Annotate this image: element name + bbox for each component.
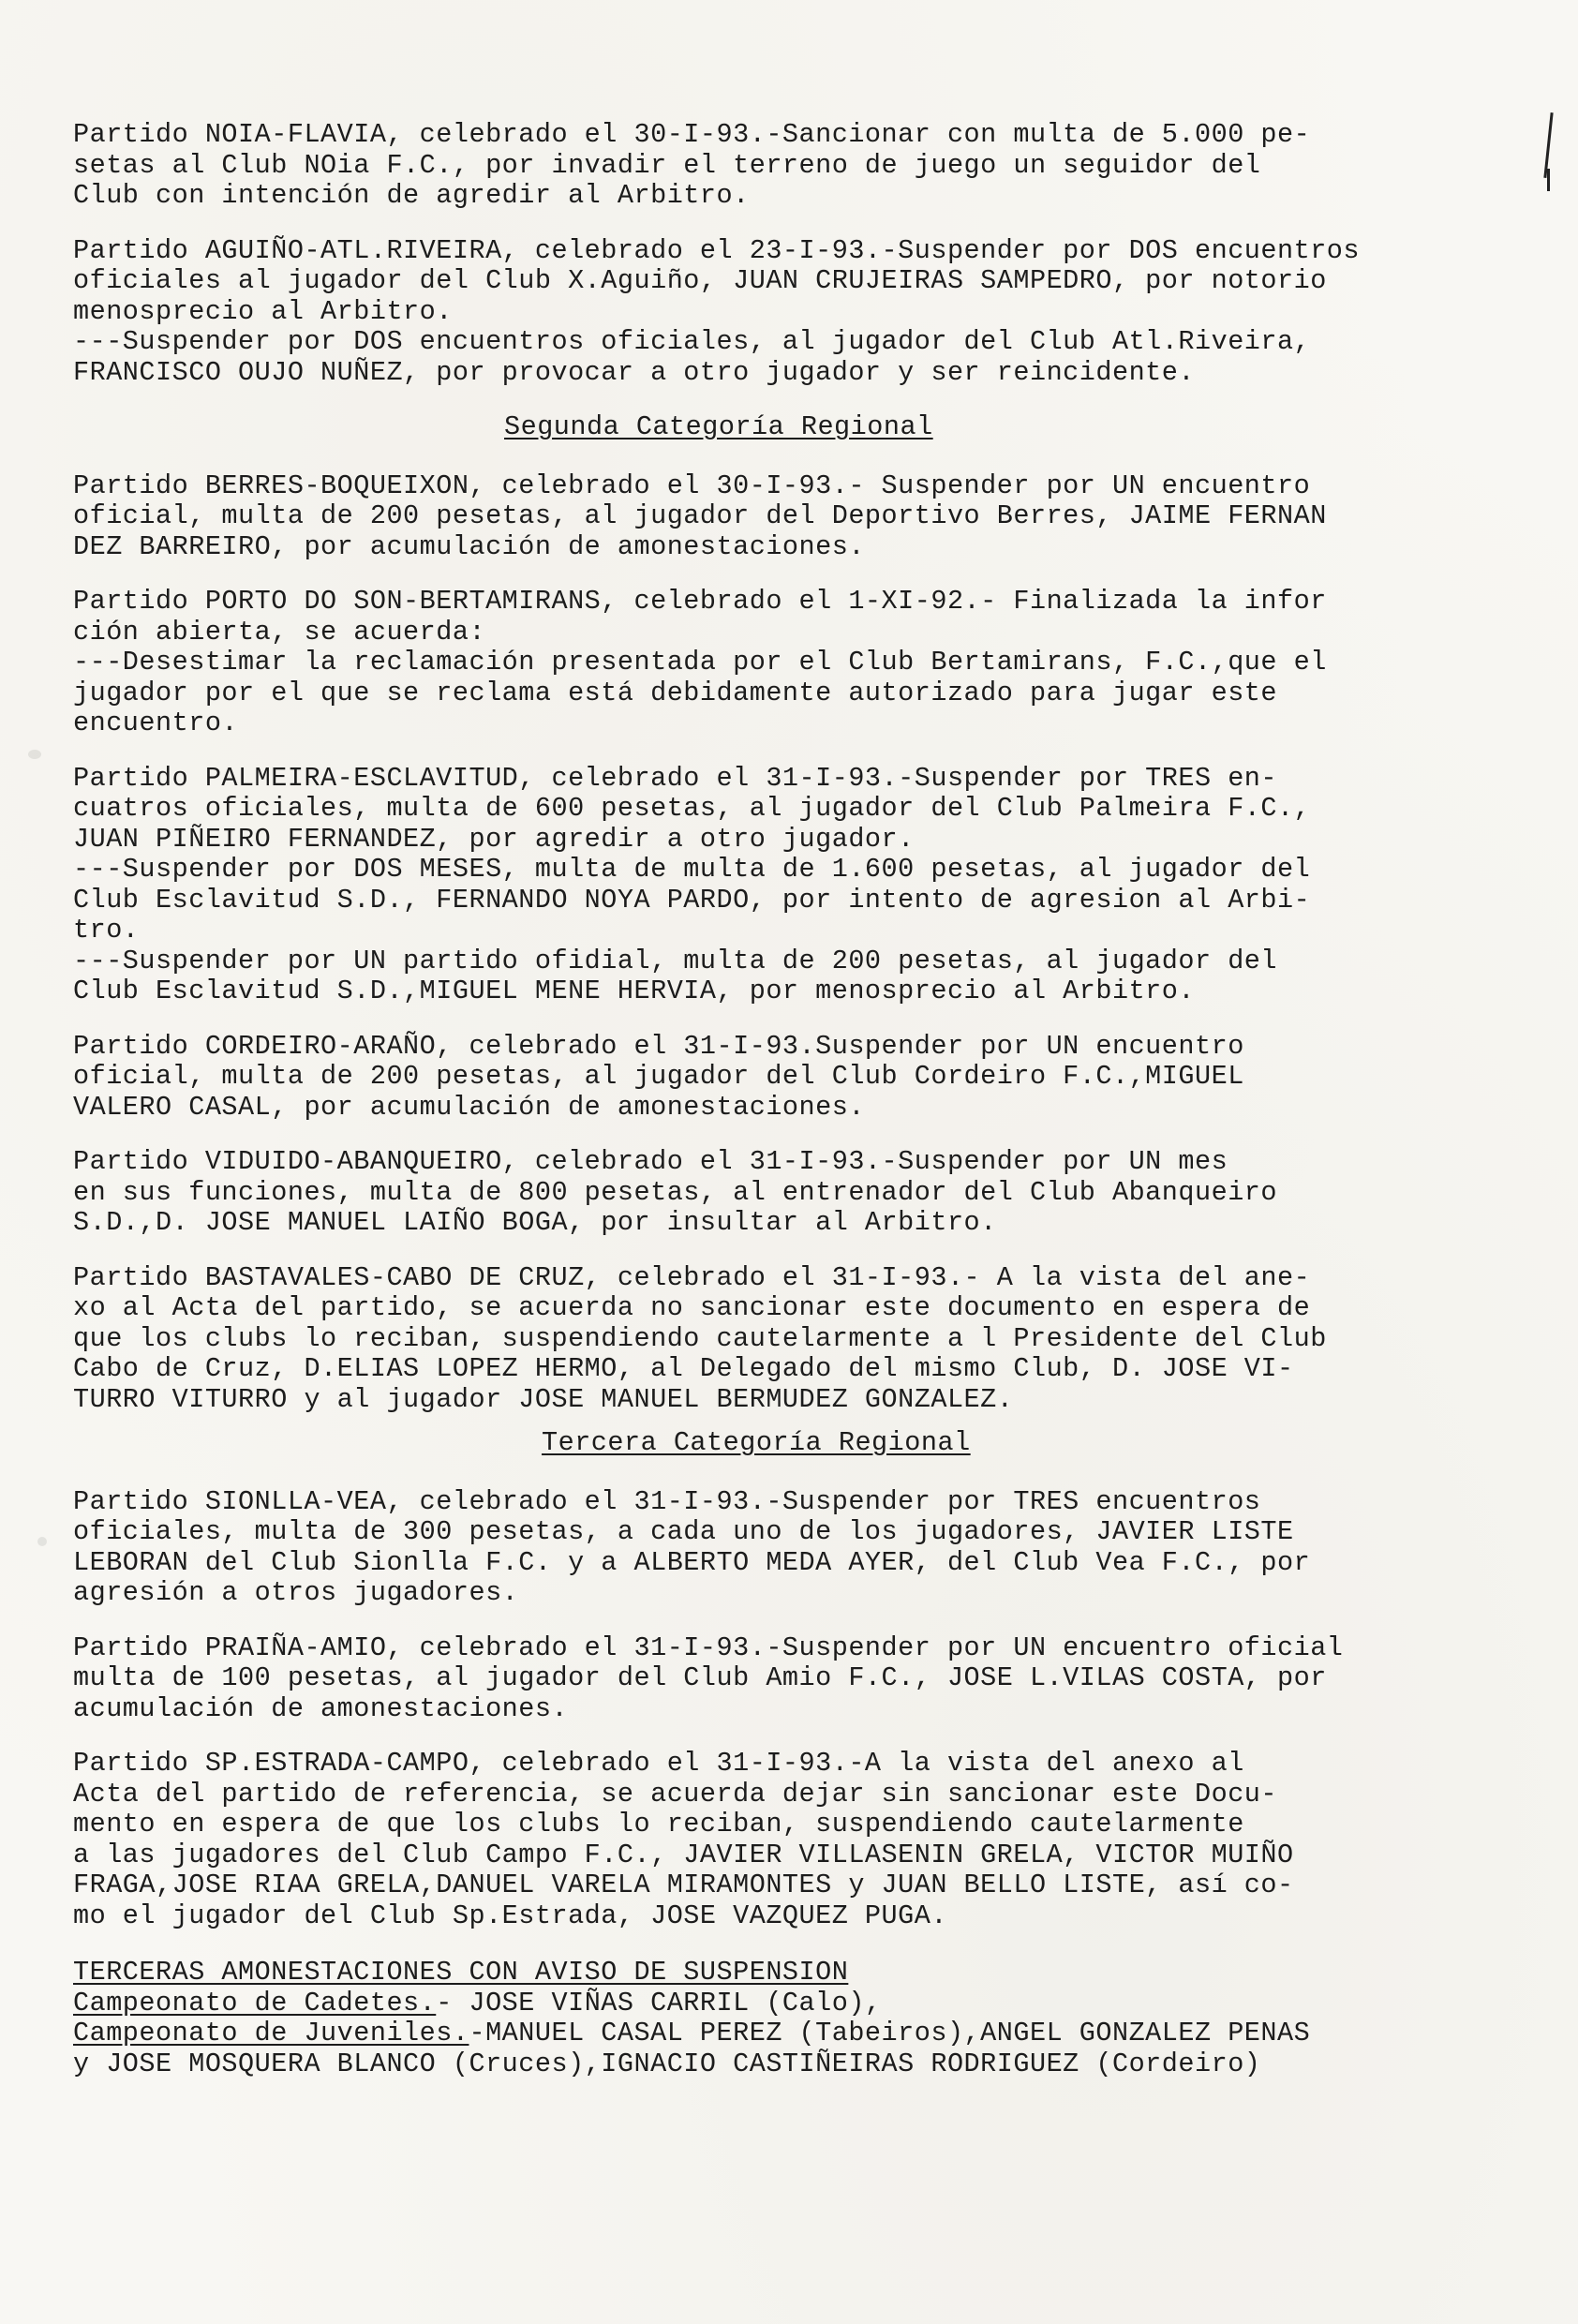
text-line: Partido PRAIÑA-AMIO, celebrado el 31-I-93.-Suspender por UN encuentro oficial: [73, 1631, 1344, 1663]
text-line: multa de 100 pesetas, al jugador del Club Amio F.C., JOSE L.VILAS COSTA, por: [73, 1662, 1327, 1693]
text-line: Partido CORDEIRO-ARAÑO, celebrado el 31-I-93.Suspender por UN encuentro: [73, 1030, 1244, 1062]
paragraph-palmeira-esclavitud: [73, 764, 1526, 1007]
paragraph-noia-flavia: [73, 120, 1526, 212]
text-line: xo al Acta del partido, se acuerda no sancionar este documento en espera de: [73, 1292, 1311, 1323]
text-line: oficiales, multa de 300 pesetas, a cada uno de los jugadores, JAVIER LISTE: [73, 1516, 1294, 1547]
text-line: LEBORAN del Club Sionlla F.C. y a ALBERTO MEDA AYER, del Club Vea F.C., por: [73, 1546, 1311, 1578]
text-line: Partido BASTAVALES-CABO DE CRUZ, celebrado el 31-I-93.- A la vista del ane-: [73, 1261, 1311, 1293]
paragraph-aguino-riveira: [73, 236, 1526, 389]
juveniles-line: [73, 2019, 1526, 2049]
paragraph-praina-amio: [73, 1633, 1526, 1725]
text-line: mento en espera de que los clubs lo reciban, suspendiendo cautelarmente: [73, 1809, 1244, 1840]
text-line: que los clubs lo reciban, suspendiendo cautelarmente a l Presidente del Club: [73, 1322, 1327, 1354]
text-line: ---Suspender por DOS MESES, multa de multa de 1.600 pesetas, al jugador del: [73, 854, 1311, 885]
text-line: ---Desestimar la reclamación presentada por el Club Bertamirans, F.C.,que el: [73, 647, 1327, 678]
text-line: Cabo de Cruz, D.ELIAS LOPEZ HERMO, al Delegado del mismo Club, D. JOSE VI-: [73, 1353, 1294, 1384]
paragraph-cordeiro-arano: [73, 1032, 1526, 1124]
text-line: Partido VIDUIDO-ABANQUEIRO, celebrado el 31-I-93.-Suspender por UN mes: [73, 1146, 1228, 1177]
text-line: tro.: [73, 915, 140, 946]
text-line: oficial, multa de 200 pesetas, al jugador del Club Cordeiro F.C.,MIGUEL: [73, 1061, 1244, 1092]
text-line: Partido BERRES-BOQUEIXON, celebrado el 30-I-93.- Suspender por UN encuentro: [73, 469, 1311, 501]
juveniles-label: Campeonato de Juveniles.: [73, 2018, 469, 2048]
cadetes-line: [73, 1989, 1526, 2019]
text-line: Partido PALMEIRA-ESCLAVITUD, celebrado el 31-I-93.-Suspender por TRES en-: [73, 762, 1278, 794]
text-line: acumulación de amonestaciones.: [73, 1692, 569, 1724]
text-line: oficiales al jugador del Club X.Aguiño, JUAN CRUJEIRAS SAMPEDRO, por notorio: [73, 265, 1327, 296]
section-heading-segunda: Segunda Categoría Regional: [504, 411, 933, 442]
text-line: ---Suspender por DOS encuentros oficiales, al jugador del Club Atl.Riveira,: [73, 326, 1311, 357]
smudge-mark: [37, 1537, 47, 1546]
text-line: en sus funciones, multa de 800 pesetas, al entrenador del Club Abanqueiro: [73, 1176, 1278, 1208]
text-line: FRAGA,JOSE RIAA GRELA,DANUEL VARELA MIRAMONTES y JUAN BELLO LISTE, así co-: [73, 1870, 1294, 1900]
text-line: Partido PORTO DO SON-BERTAMIRANS, celebrado el 1-XI-92.- Finalizada la infor: [73, 586, 1327, 617]
text-line: S.D.,D. JOSE MANUEL LAIÑO BOGA, por insultar al Arbitro.: [73, 1207, 997, 1238]
text-line: y JOSE MOSQUERA BLANCO (Cruces),IGNACIO CASTIÑEIRAS RODRIGUEZ (Cordeiro): [73, 2048, 1261, 2079]
paragraph-sionlla-vea: [73, 1487, 1526, 1609]
text-line: Partido NOIA-FLAVIA, celebrado el 30-I-93.-Sancionar con multa de 5.000 pe-: [73, 119, 1311, 150]
text-line: Partido SP.ESTRADA-CAMPO, celebrado el 31-I-93.-A la vista del anexo al: [73, 1748, 1244, 1779]
paragraph-terceras-amonestaciones: [73, 1958, 1526, 2079]
text-line: cuatros oficiales, multa de 600 pesetas, al jugador del Club Palmeira F.C.,: [73, 793, 1311, 824]
text-line: menosprecio al Arbitro.: [73, 295, 453, 327]
juveniles-text: -MANUEL CASAL PEREZ (Tabeiros),ANGEL GONZALEZ PENAS: [469, 2018, 1311, 2048]
text-line: DEZ BARREIRO, por acumulación de amonestaciones.: [73, 530, 865, 562]
text-line: agresión a otros jugadores.: [73, 1577, 519, 1608]
text-line: ---Suspender por UN partido ofidial, multa de 200 pesetas, al jugador del: [73, 945, 1278, 976]
paragraph-viduido-abanqueiro: [73, 1147, 1526, 1239]
text-line: Partido AGUIÑO-ATL.RIVEIRA, celebrado el 23-I-93.-Suspender por DOS encuentros: [73, 234, 1361, 266]
amonestaciones-heading: [73, 1958, 1526, 1989]
paragraph-bastavales-cabo-de-cruz: [73, 1263, 1526, 1416]
smudge-mark: [28, 750, 41, 759]
paragraph-berres-boqueixon: [73, 471, 1526, 563]
section-heading-tercera: Tercera Categoría Regional: [542, 1427, 971, 1458]
paragraph-sp-estrada-campo: [73, 1749, 1526, 1931]
cadetes-label: Campeonato de Cadetes.: [73, 1987, 437, 2019]
text-line: Partido SIONLLA-VEA, celebrado el 31-I-93.-Suspender por TRES encuentros: [73, 1485, 1261, 1517]
text-line: Acta del partido de referencia, se acuerda dejar sin sancionar este Docu-: [73, 1778, 1278, 1810]
paragraph-porto-do-son: [73, 587, 1526, 739]
text-line: mo el jugador del Club Sp.Estrada, JOSE VAZQUEZ PUGA.: [73, 1899, 947, 1931]
text-line: ción abierta, se acuerda:: [73, 616, 486, 648]
text-line: TURRO VITURRO y al jugador JOSE MANUEL BERMUDEZ GONZALEZ.: [73, 1383, 1014, 1415]
text-line: VALERO CASAL, por acumulación de amonestaciones.: [73, 1091, 865, 1123]
text-line: a las jugadores del Club Campo F.C., JAVIER VILLASENIN GRELA, VICTOR MUIÑO: [73, 1839, 1294, 1870]
amonestaciones-heading-text: TERCERAS AMONESTACIONES CON AVISO DE SUSPENSION: [73, 1957, 849, 1988]
text-line: oficial, multa de 200 pesetas, al jugador del Deportivo Berres, JAIME FERNAN: [73, 500, 1327, 531]
cadetes-text: - JOSE VIÑAS CARRIL (Calo),: [436, 1987, 882, 2019]
edge-ink-mark: [1547, 169, 1550, 191]
text-line: FRANCISCO OUJO NUÑEZ, por provocar a otro jugador y ser reincidente.: [73, 356, 1195, 388]
text-line: encuentro.: [73, 708, 239, 738]
text-line: Club Esclavitud S.D.,MIGUEL MENE HERVIA, por menosprecio al Arbitro.: [73, 976, 1195, 1006]
text-line: Club con intención de agredir al Arbitro.: [73, 180, 750, 211]
text-line: jugador por el que se reclama está debidamente autorizado para jugar este: [73, 677, 1278, 708]
document-body: [73, 120, 1526, 2104]
text-line: setas al Club NOia F.C., por invadir el terreno de juego un seguidor del: [73, 149, 1261, 181]
text-line: Club Esclavitud S.D., FERNANDO NOYA PARDO, por intento de agresion al Arbi-: [73, 884, 1311, 916]
text-line: JUAN PIÑEIRO FERNANDEZ, por agredir a otro jugador.: [73, 823, 915, 855]
